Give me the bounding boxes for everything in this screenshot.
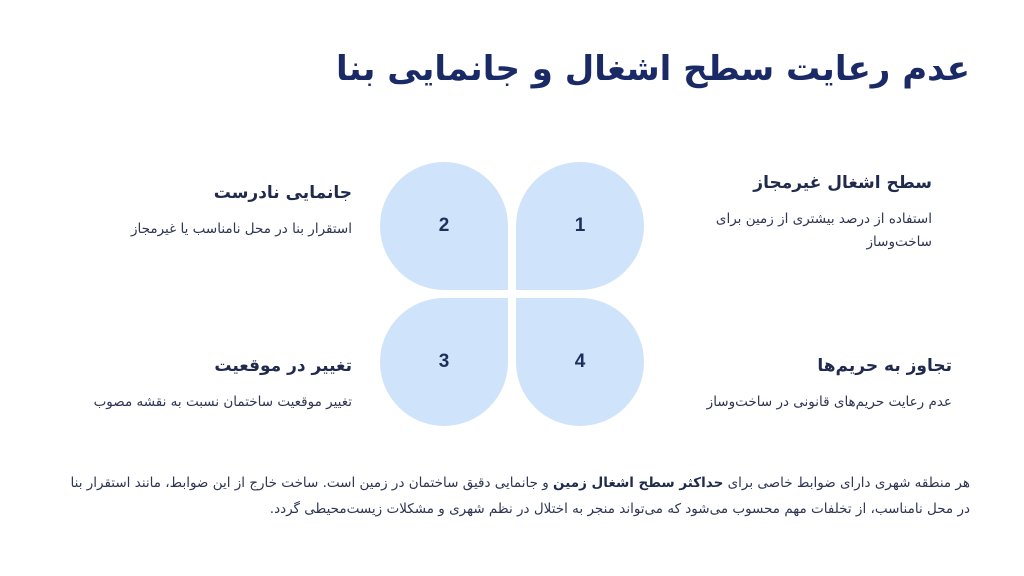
item-heading: تغییر در موقعیت: [214, 356, 352, 376]
petal-4: [516, 298, 644, 426]
item-heading: جانمایی نادرست: [213, 183, 352, 203]
item-position-change: [60, 355, 352, 414]
item-description: استفاده از درصد بیشتری از زمین برای ساخت‌وساز: [715, 210, 932, 251]
item-heading: تجاوز به حریم‌ها: [817, 356, 952, 376]
footer-text-before: هر منطقه شهری دارای ضوابط خاصی برای: [723, 475, 970, 491]
footer-text-bold: حداکثر سطح اشغال زمین: [553, 475, 724, 491]
petal-3: [380, 298, 508, 426]
item-description: استقرار بنا در محل نامناسب یا غیرمجاز: [131, 220, 352, 237]
page-title: عدم رعایت سطح اشغال و جانمایی بنا: [335, 49, 970, 89]
item-boundary-violation: [672, 355, 952, 414]
petal-2: [380, 162, 508, 290]
petal-number-3: 3: [438, 351, 450, 372]
item-description: تغییر موقعیت ساختمان نسبت به نقشه مصوب: [93, 393, 352, 410]
item-description: عدم رعایت حریم‌های قانونی در ساخت‌وساز: [706, 393, 952, 410]
item-placement: [60, 182, 352, 241]
footer-paragraph: [54, 470, 970, 523]
item-heading: سطح اشغال غیرمجاز: [753, 173, 932, 193]
petal-1: [516, 162, 644, 290]
petal-number-2: 2: [438, 215, 450, 236]
item-occupancy: [672, 172, 932, 255]
petal-number-1: 1: [574, 215, 586, 236]
footer-text-after: و جانمایی دقیق ساختمان در زمین است. ساخت خارج از این ضوابط، مانند استقرار بنا در محل نامناسب، از تخلفات مهم محسوب می‌شود که می‌تواند منجر به اختلال در نظم شهری و مشکلات زیست‌محیطی گردد.: [70, 475, 970, 518]
petal-number-4: 4: [574, 351, 586, 372]
